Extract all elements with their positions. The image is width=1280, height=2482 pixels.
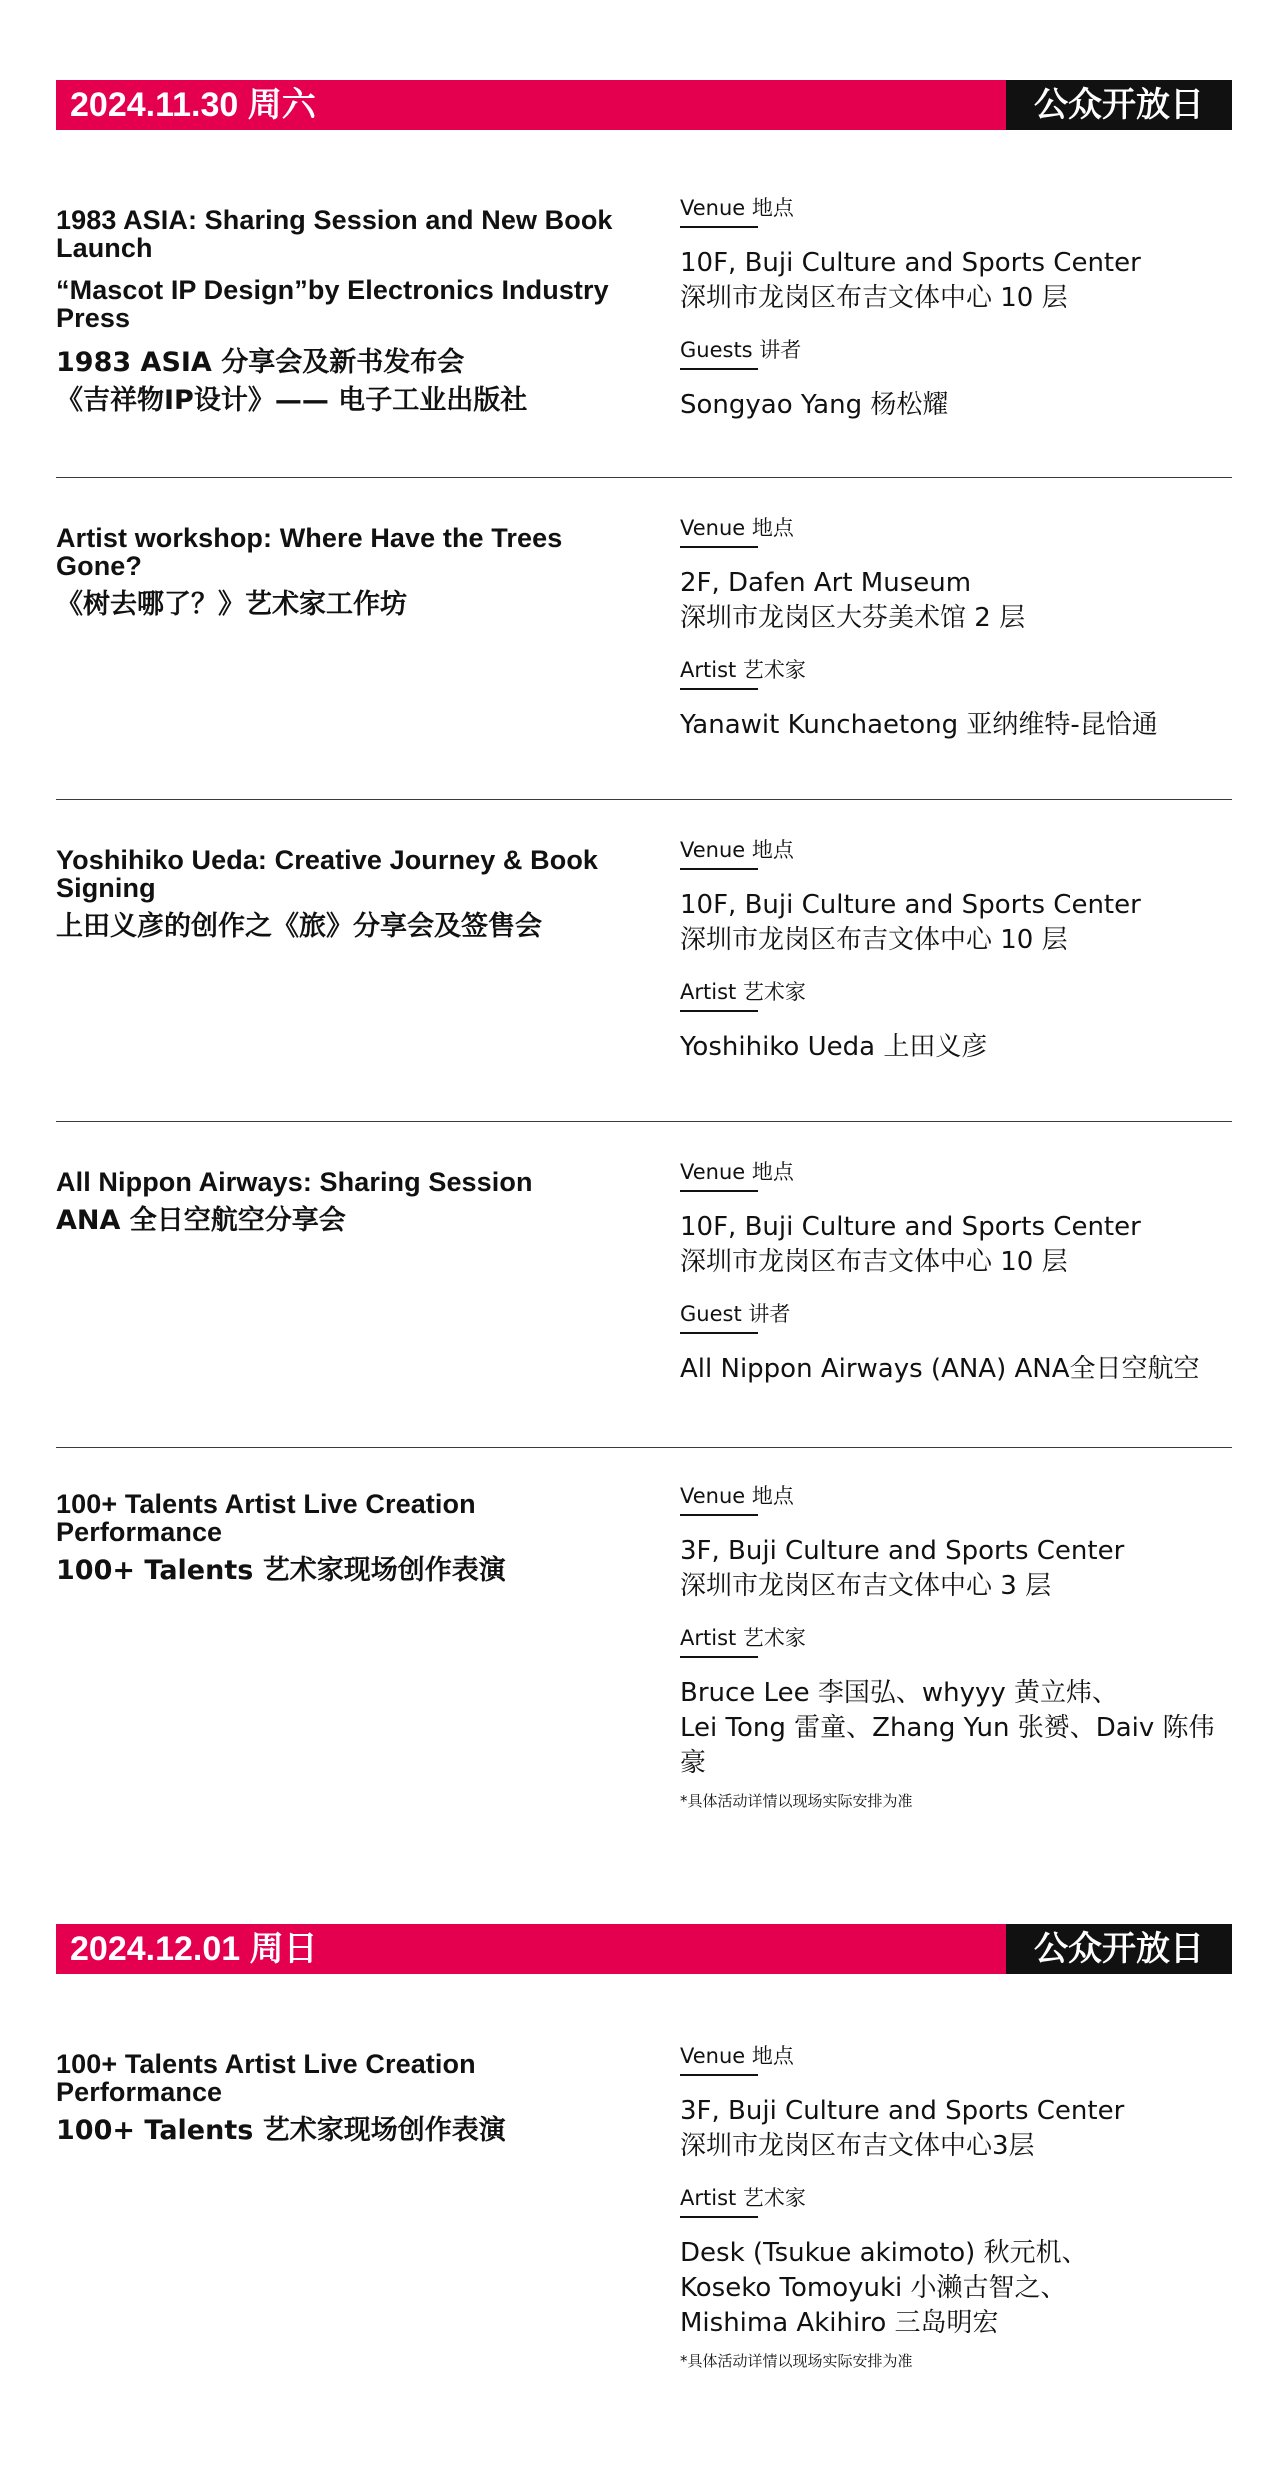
artist-names: Lei Tong 雷童、Zhang Yun 张赟、Daiv 陈伟豪 xyxy=(680,1713,1215,1778)
event-title-en: “Mascot IP Design”by Electronics Industry Press xyxy=(56,275,609,333)
day-header-bar xyxy=(56,80,1232,130)
event-title-zh: 100+ Talents 艺术家现场创作表演 xyxy=(56,1555,506,1586)
event-details xyxy=(680,194,1240,443)
event-card xyxy=(56,478,1232,800)
artist-label: Artist 艺术家 xyxy=(680,1626,806,1650)
event-titles xyxy=(56,2050,616,2156)
event-title-zh: 1983 ASIA 分享会及新书发布会 xyxy=(56,347,465,378)
label-underline xyxy=(680,2216,758,2218)
artist-name: Yanawit Kunchaetong 亚纳维特-昆恰通 xyxy=(680,710,1158,740)
label-underline xyxy=(680,868,758,870)
event-card xyxy=(56,800,1232,1122)
venue-label: Venue 地点 xyxy=(680,838,794,862)
schedule-disclaimer: *具体活动详情以现场实际安排为准 xyxy=(680,1792,913,1810)
event-title-en: 1983 ASIA: Sharing Session and New Book Launch xyxy=(56,205,613,263)
day-date: 2024.11.30 周六 xyxy=(70,86,316,124)
label-underline xyxy=(680,546,758,548)
event-card xyxy=(56,2030,1232,2450)
artist-label: Artist 艺术家 xyxy=(680,2186,806,2210)
event-title-en: Artist workshop: Where Have the Trees Gone? xyxy=(56,523,563,581)
day-header-bar xyxy=(56,1924,1232,1974)
venue-line: 深圳市龙岗区大芬美术馆 2 层 xyxy=(680,603,1026,633)
venue-line: 3F, Buji Culture and Sports Center xyxy=(680,1536,1125,1566)
event-card xyxy=(56,1122,1232,1448)
venue-label: Venue 地点 xyxy=(680,516,794,540)
event-details xyxy=(680,2042,1240,2391)
venue-line: 3F, Buji Culture and Sports Center xyxy=(680,2096,1125,2126)
venue-label: Venue 地点 xyxy=(680,1160,794,1184)
event-title-zh: 100+ Talents 艺术家现场创作表演 xyxy=(56,2115,506,2146)
public-day-badge: 公众开放日 xyxy=(1006,1924,1232,1974)
label-underline xyxy=(680,1190,758,1192)
guest-label: Guests 讲者 xyxy=(680,338,802,362)
event-title-en: 100+ Talents Artist Live Creation Performance xyxy=(56,1489,476,1547)
venue-line: 深圳市龙岗区布吉文体中心 3 层 xyxy=(680,1571,1052,1601)
venue-line: 2F, Dafen Art Museum xyxy=(680,568,972,598)
venue-line: 10F, Buji Culture and Sports Center xyxy=(680,248,1141,278)
venue-line: 10F, Buji Culture and Sports Center xyxy=(680,890,1141,920)
event-titles xyxy=(56,1490,616,1596)
event-details xyxy=(680,1158,1240,1407)
guest-name: All Nippon Airways (ANA) ANA全日空航空 xyxy=(680,1354,1200,1384)
event-titles xyxy=(56,1168,616,1246)
public-day-badge: 公众开放日 xyxy=(1006,80,1232,130)
venue-line: 深圳市龙岗区布吉文体中心 10 层 xyxy=(680,1247,1068,1277)
event-title-zh: 上田义彦的创作之《旅》分享会及签售会 xyxy=(56,911,542,942)
venue-line: 10F, Buji Culture and Sports Center xyxy=(680,1212,1141,1242)
venue-label: Venue 地点 xyxy=(680,2044,794,2068)
venue-label: Venue 地点 xyxy=(680,196,794,220)
artist-label: Artist 艺术家 xyxy=(680,658,806,682)
schedule-disclaimer: *具体活动详情以现场实际安排为准 xyxy=(680,2352,913,2370)
artist-names: Desk (Tsukue akimoto) 秋元机、 xyxy=(680,2238,1088,2268)
event-title-zh: ANA 全日空航空分享会 xyxy=(56,1205,346,1236)
label-underline xyxy=(680,1010,758,1012)
event-title-zh: 《吉祥物IP设计》—— 电子工业出版社 xyxy=(56,385,528,416)
artist-label: Artist 艺术家 xyxy=(680,980,806,1004)
label-underline xyxy=(680,1656,758,1658)
day-date: 2024.12.01 周日 xyxy=(70,1930,318,1968)
artist-names: Mishima Akihiro 三岛明宏 xyxy=(680,2308,999,2338)
event-card xyxy=(56,186,1232,478)
event-titles xyxy=(56,206,616,426)
event-details xyxy=(680,836,1240,1085)
label-underline xyxy=(680,368,758,370)
label-underline xyxy=(680,1332,758,1334)
label-underline xyxy=(680,1514,758,1516)
event-title-en: Yoshihiko Ueda: Creative Journey & Book Signing xyxy=(56,845,599,903)
label-underline xyxy=(680,226,758,228)
artist-name: Yoshihiko Ueda 上田义彦 xyxy=(680,1032,988,1062)
label-underline xyxy=(680,2074,758,2076)
event-card xyxy=(56,1448,1232,1848)
event-title-en: 100+ Talents Artist Live Creation Performance xyxy=(56,2049,476,2107)
venue-line: 深圳市龙岗区布吉文体中心3层 xyxy=(680,2131,1035,2161)
label-underline xyxy=(680,688,758,690)
guest-name: Songyao Yang 杨松耀 xyxy=(680,390,949,420)
guest-label: Guest 讲者 xyxy=(680,1302,791,1326)
venue-line: 深圳市龙岗区布吉文体中心 10 层 xyxy=(680,925,1068,955)
event-details xyxy=(680,514,1240,763)
event-details xyxy=(680,1482,1240,1831)
venue-label: Venue 地点 xyxy=(680,1484,794,1508)
artist-names: Bruce Lee 李国弘、whyyy 黄立炜、 xyxy=(680,1678,1119,1708)
event-titles xyxy=(56,846,616,952)
event-title-en: All Nippon Airways: Sharing Session xyxy=(56,1167,533,1197)
artist-names: Koseko Tomoyuki 小濑古智之、 xyxy=(680,2273,1067,2303)
event-title-zh: 《树去哪了？》艺术家工作坊 xyxy=(56,589,407,620)
event-titles xyxy=(56,524,616,630)
venue-line: 深圳市龙岗区布吉文体中心 10 层 xyxy=(680,283,1068,313)
